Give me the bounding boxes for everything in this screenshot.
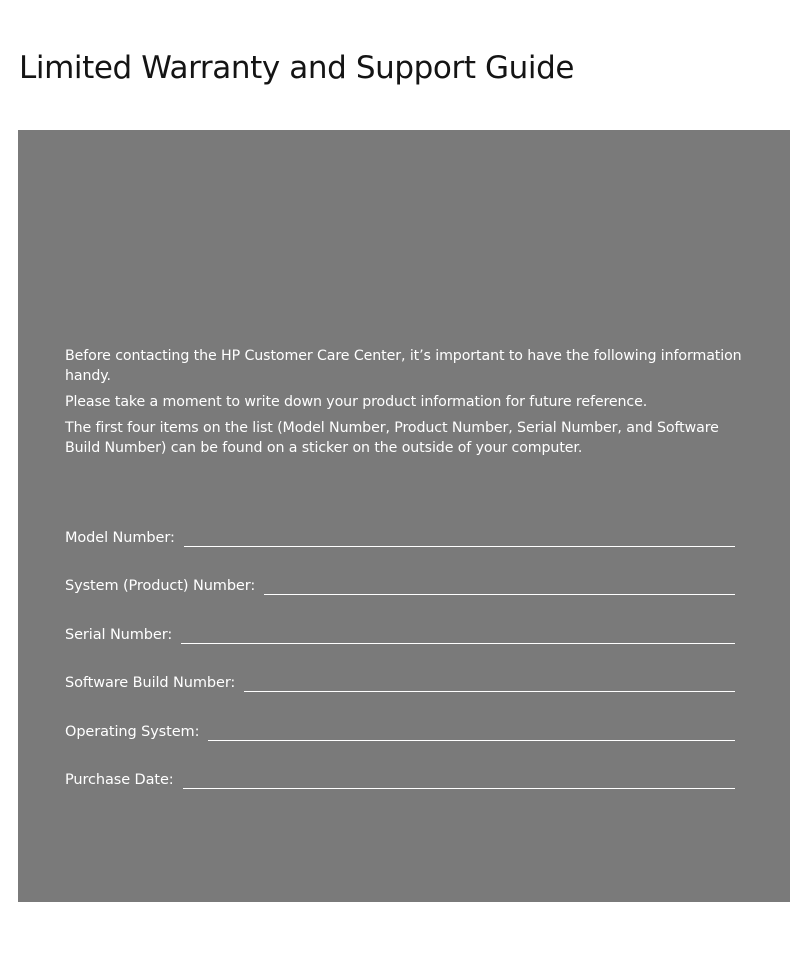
fill-in-line: [244, 677, 735, 692]
fill-in-line: [208, 726, 735, 741]
field-model-number: [65, 528, 735, 548]
field-purchase-date: [65, 770, 735, 790]
intro-paragraph: The first four items on the list (Model Number, Product Number, Serial Number, and Software Build Number) can be found on a sticker on the outside of your computer.: [65, 420, 719, 456]
field-label: Operating System:: [65, 723, 200, 740]
fill-in-line: [181, 629, 735, 644]
field-software-build-number: [65, 673, 735, 693]
fill-in-line: [183, 774, 735, 789]
field-label: Purchase Date:: [65, 771, 174, 788]
field-system-product-number: [65, 576, 735, 596]
page-title: Limited Warranty and Support Guide: [19, 50, 575, 86]
field-label: System (Product) Number:: [65, 578, 256, 595]
field-label: Serial Number:: [65, 626, 173, 643]
fill-in-line: [264, 580, 735, 595]
field-serial-number: [65, 625, 735, 645]
field-label: Software Build Number:: [65, 675, 236, 692]
product-info-panel: [18, 130, 790, 902]
product-info-form: [65, 528, 735, 818]
fill-in-line: [184, 532, 735, 547]
field-label: Model Number:: [65, 530, 175, 546]
field-operating-system: [65, 722, 735, 742]
intro-paragraph: Please take a moment to write down your product information for future reference.: [65, 394, 648, 410]
intro-text: [65, 346, 745, 464]
intro-paragraph: Before contacting the HP Customer Care Center, it’s important to have the following information handy.: [65, 348, 742, 384]
